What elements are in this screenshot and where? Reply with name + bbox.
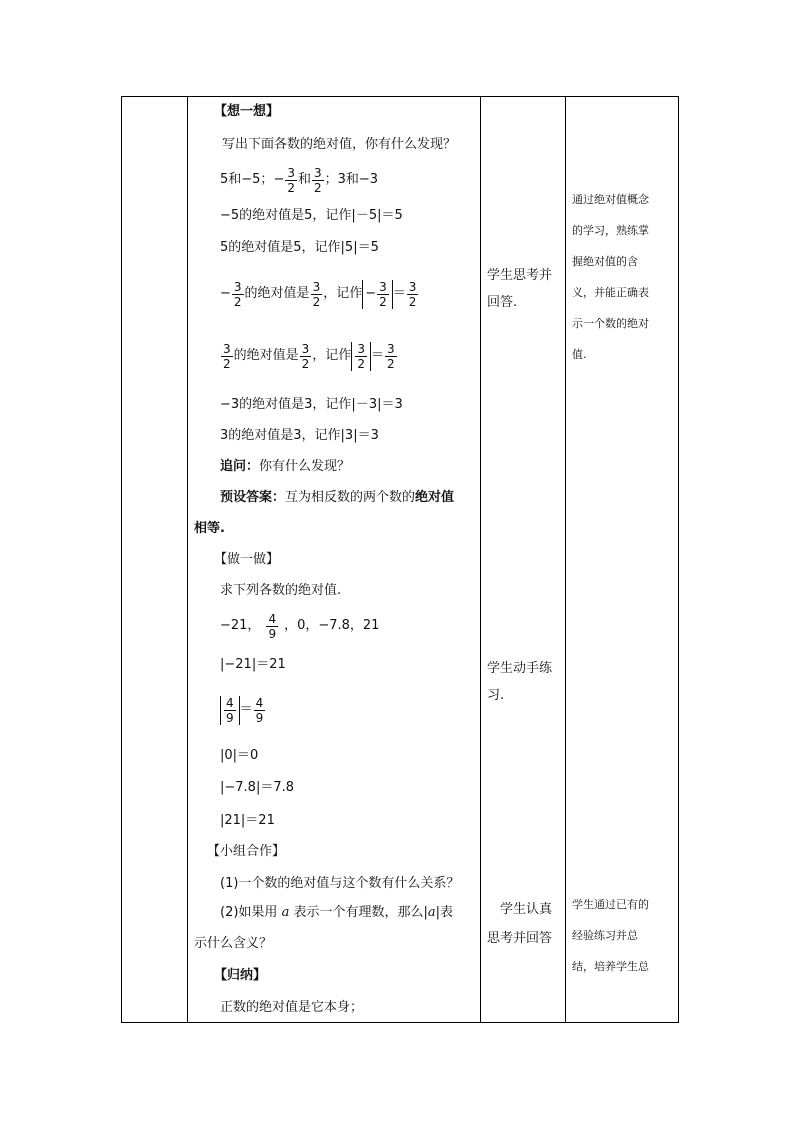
column-divider — [565, 97, 566, 1022]
activity-3-line-1: 学生认真 — [500, 902, 553, 917]
intent-1-line-2: 的学习，熟练掌 — [572, 224, 649, 237]
intent-2-line-3: 结，培养学生总 — [572, 960, 649, 973]
group-question-2-cont: 示什么含义？ — [194, 936, 273, 951]
do-result-3: |0|＝0 — [220, 748, 259, 763]
column-divider — [480, 97, 481, 1022]
do-prompt: 求下列各数的绝对值. — [220, 583, 342, 598]
fraction: $\frac{3}{2}$ — [314, 165, 322, 195]
think-line-6: 3的绝对值是3，记作|3|＝3 — [220, 428, 379, 443]
absolute-value: $\frac{3}{2}$ — [351, 342, 371, 371]
group-question-1: (1)一个数的绝对值与这个数有什么关系？ — [220, 876, 460, 891]
fraction: $\frac{3}{2}$ — [408, 279, 417, 309]
fraction: $\frac{3}{2}$ — [233, 279, 242, 309]
fraction: $\frac{3}{2}$ — [287, 165, 295, 195]
do-result-4: |−7.8|＝7.8 — [220, 780, 295, 795]
heading-do: 【做一做】 — [214, 552, 280, 567]
think-prompt: 写出下面各数的绝对值，你有什么发现？ — [222, 137, 457, 152]
heading-think: 【想一想】 — [214, 104, 280, 119]
intent-2-line-2: 经验练习并总 — [572, 929, 638, 942]
fraction: $\frac{3}{2}$ — [301, 341, 310, 371]
absolute-value: $\frac{4}{9}$ — [220, 696, 240, 725]
fraction: $\frac{3}{2}$ — [312, 279, 321, 309]
intent-1-line-3: 握绝对值的含 — [572, 255, 638, 268]
do-numbers: −21， $\frac{4}{9}$ ，0，−7.8，21 — [220, 611, 380, 641]
do-result-5: |21|＝21 — [220, 813, 275, 828]
activity-1-line-1: 学生思考并 — [487, 268, 553, 283]
intent-1-line-5: 示一个数的绝对 — [572, 317, 649, 330]
column-divider — [187, 97, 188, 1022]
intent-1-line-6: 值. — [572, 348, 587, 361]
intent-1-line-4: 义，并能正确表 — [572, 286, 649, 299]
think-line-4: $\frac{3}{2}$ 的绝对值是 $\frac{3}{2}$ ，记作 $\frac{3}{2}$ ＝ $\frac{3}{2}$ — [223, 341, 395, 371]
think-line-5: −3的绝对值是3，记作|－3|＝3 — [220, 397, 403, 412]
do-result-2: $\frac{4}{9}$ ＝ $\frac{4}{9}$ — [220, 690, 266, 730]
heading-summary: 【归纳】 — [214, 968, 267, 983]
intent-1-line-1: 通过绝对值概念 — [572, 193, 649, 206]
preset-answer: 预设答案：互为相反数的两个数的绝对值 — [220, 490, 455, 505]
think-line-3: − $\frac{3}{2}$ 的绝对值是 $\frac{3}{2}$ ，记作 − $\frac{3}{2}$ ＝ $\frac{3}{2}$ — [220, 279, 417, 309]
fraction: $\frac{3}{2}$ — [386, 341, 395, 371]
preset-answer-cont: 相等. — [194, 521, 225, 536]
fraction: $\frac{3}{2}$ — [223, 341, 231, 371]
intent-2-line-1: 学生通过已有的 — [572, 898, 649, 911]
fraction: $\frac{4}{9}$ — [268, 611, 277, 641]
do-result-1: |−21|＝21 — [220, 657, 286, 672]
group-question-2: (2)如果用 a 表示一个有理数，那么|a|表 — [220, 905, 453, 920]
think-pairs: 5和−5； − $\frac{3}{2}$ 和 $\frac{3}{2}$ ；3和−3 — [220, 165, 379, 195]
followup: 追问：你有什么发现？ — [220, 459, 351, 474]
fraction: $\frac{4}{9}$ — [255, 695, 264, 725]
heading-group: 【小组合作】 — [207, 844, 286, 859]
think-line-2: 5的绝对值是5，记作|5|＝5 — [220, 240, 379, 255]
activity-2-line-2: 习. — [487, 688, 505, 703]
summary-line: 正数的绝对值是它本身； — [220, 1000, 364, 1015]
activity-3-line-2: 思考并回答 — [487, 931, 553, 946]
activity-2-line-1: 学生动手练 — [487, 661, 553, 676]
activity-1-line-2: 回答. — [487, 295, 518, 310]
think-line-1: −5的绝对值是5，记作|－5|＝5 — [220, 208, 403, 223]
absolute-value: − $\frac{3}{2}$ — [362, 280, 393, 309]
